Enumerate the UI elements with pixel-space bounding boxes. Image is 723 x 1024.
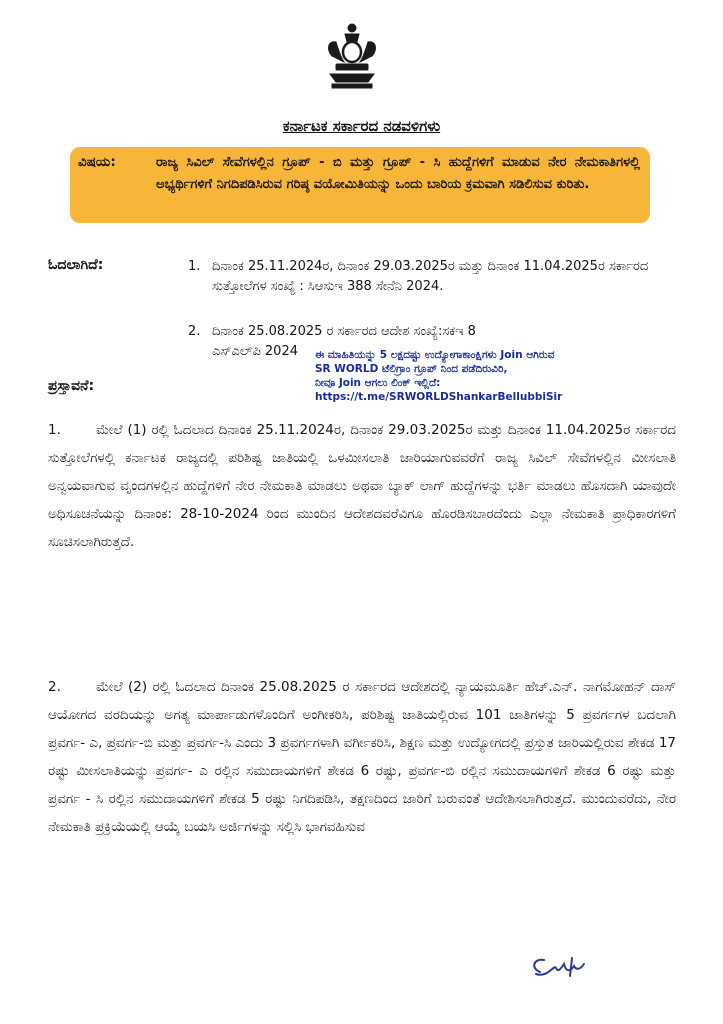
page-title: ಕರ್ನಾಟಕ ಸರ್ಕಾರದ ನಡವಳಿಗಳು [282,117,441,135]
signature-icon [526,950,606,986]
subject-text: ರಾಜ್ಯ ಸಿವಿಲ್ ಸೇವೆಗಳಲ್ಲಿನ ಗ್ರೂಪ್ - ಬಿ ಮತ್ತು ಗ್ರೂಪ್ - ಸಿ ಹುದ್ದೆಗಳಿಗೆ ಮಾಡುವ ನೇರ ನೇಮಕಾತಿಗಳಲ್ಲಿ ಅಭ್ಯರ್ಥಿಗಳಿಗೆ ನಿಗದಿಪಡಿಸಿರುವ ಗರಿಷ್ಠ ವಯೋಮಿತಿಯನ್ನು ಒಂದು ಬಾರಿಯ ಕ್ರಮವಾಗಿ ಸಡಿಲಿಸುವ ಕುರಿತು. [156,155,640,192]
paragraph [48,416,676,556]
reference-number: 1. [188,259,201,274]
reference-text: ದಿನಾಂಕ 25.11.2024ರ, ದಿನಾಂಕ 29.03.2025ರ ಮತ್ತು ದಿನಾಂಕ 11.04.2025ರ ಸರ್ಕಾರದ ಸುತ್ತೋಲೆಗಳ ಸಂಖ್ಯೆ : ಸಿಆಸುಇ 388 ಸೇನೆನಿ 2024. [212,259,649,294]
reference-item [188,257,668,317]
paragraph [48,673,676,841]
state-emblem-icon [322,22,382,90]
paragraph-number: 2. [48,679,61,695]
subject-label: ವಿಷಯ: [78,154,116,170]
reference-text: ದಿನಾಂಕ 25.08.2025 ರ ಸರ್ಕಾರದ ಆದೇಶ ಸಂಖ್ಯೆ:ಸಕಇ 8 ಎಸ್‌ಎಲ್‌ಪಿ 2024 [212,324,476,359]
promo-line: SR WORLD ಟೆಲಿಗ್ರಾಂ ಗ್ರೂಪ್ ನಿಂದ ಪಡೆದಿರುವಿರಿ, [315,363,508,375]
promo-note [315,348,655,404]
reference-number: 2. [188,324,201,339]
promo-line: ಈ ಮಾಹಿತಿಯನ್ನು 5 ಲಕ್ಷದಷ್ಟು ಉದ್ಯೋಗಾಕಾಂಕ್ಷಿಗಳು Join ಆಗಿರುವ [315,349,555,361]
paragraph-text: ಮೇಲೆ (2) ರಲ್ಲಿ ಓದಲಾದ ದಿನಾಂಕ 25.08.2025 ರ ಸರ್ಕಾರದ ಆದೇಶದಲ್ಲಿ ನ್ಯಾಯಮೂರ್ತಿ ಹೆಚ್.ಎನ್. ನಾಗಮೋಹನ್ ದಾಸ್ ಆಯೋಗದ ವರದಿಯನ್ನು ಅಗತ್ಯ ಮಾರ್ಪಾಡುಗಳೊಂದಿಗೆ ಅಂಗೀಕರಿಸಿ, ಪರಿಶಿಷ್ಟ ಜಾತಿಯಲ್ಲಿರುವ 101 ಜಾತಿಗಳನ್ನು 5 ಪ್ರವರ್ಗಗಳ ಬದಲಾಗಿ ಪ್ರವರ್ಗ- ಎ, ಪ್ರವರ್ಗ-ಬಿ ಮತ್ತು ಪ್ರವರ್ಗ-ಸಿ ಎಂದು 3 ಪ್ರವರ್ಗಗಳಾಗಿ ವರ್ಗೀಕರಿಸಿ, ಶಿಕ್ಷಣ ಮತ್ತು ಉದ್ಯೋಗದಲ್ಲಿ ಪ್ರಸ್ತುತ ಜಾರಿಯಲ್ಲಿರುವ ಶೇಕಡ 17 ರಷ್ಟು ಮೀಸಲಾತಿಯನ್ನು ಪ್ರವರ್ಗ- ಎ ರಲ್ಲಿನ ಸಮುದಾಯಗಳಿಗೆ ಶೇಕಡ 6 ರಷ್ಟು, ಪ್ರವರ್ಗ-ಬಿ ರಲ್ಲಿನ ಸಮುದಾಯಗಳಿಗೆ ಶೇಕಡ 6 ರಷ್ಟು ಮತ್ತು ಪ್ರವರ್ಗ - ಸಿ ರಲ್ಲಿನ ಸಮುದಾಯಗಳಿಗೆ ಶೇಕಡ 5 ರಷ್ಟು ನಿಗದಿಪಡಿಸಿ, ತಕ್ಷಣದಿಂದ ಜಾರಿಗೆ ಬರುವಂತೆ ಆದೇಶಿಸಲಾಗಿರುತ್ತದೆ. ಮುಂದುವರೆದು, ನೇರ ನೇಮಕಾತಿ ಪ್ರಕ್ರಿಯೆಯಲ್ಲಿ ಆಯ್ಕೆ ಬಯಸಿ ಅರ್ಜಿಗಳನ್ನು ಸಲ್ಲಿಸಿ ಭಾಗವಹಿಸುವ [48,679,676,835]
promo-line: ನೀವೂ Join ಆಗಲು ಲಿಂಕ್ ಇಲ್ಲಿದೆ: [315,377,441,389]
paragraph-text: ಮೇಲೆ (1) ರಲ್ಲಿ ಓದಲಾದ ದಿನಾಂಕ 25.11.2024ರ, ದಿನಾಂಕ 29.03.2025ರ ಮತ್ತು ದಿನಾಂಕ 11.04.2025ರ ಸರ್ಕಾರದ ಸುತ್ತೋಲೆಗಳಲ್ಲಿ ಕರ್ನಾಟಕ ರಾಜ್ಯದಲ್ಲಿ ಪರಿಶಿಷ್ಟ ಜಾತಿಯಲ್ಲಿ ಒಳಮೀಸಲಾತಿ ಜಾರಿಯಾಗುವವರೆಗೆ ರಾಜ್ಯ ಸಿವಿಲ್ ಸೇವೆಗಳಲ್ಲಿನ ಮೀಸಲಾತಿ ಅನ್ವಯವಾಗುವ ವೃಂದಗಳಲ್ಲಿನ ಹುದ್ದೆಗಳಿಗೆ ನೇರ ನೇಮಕಾತಿ ಮಾಡಲು ಅಥವಾ ಬ್ಯಾಕ್ ಲಾಗ್ ಹುದ್ದೆಗಳನ್ನು ಭರ್ತಿ ಮಾಡಲು ಹೊಸದಾಗಿ ಯಾವುದೇ ಅಧಿಸೂಚನೆಯನ್ನು ದಿನಾಂಕ: 28-10-2024 ರಿಂದ ಮುಂದಿನ ಆದೇಶದವರೆವಿಗೂ ಹೊರಡಿಸಬಾರದೆಂದು ಎಲ್ಲಾ ನೇಮಕಾತಿ ಪ್ರಾಧಿಕಾರಗಳಿಗೆ ಸೂಚಿಸಲಾಗಿರುತ್ತದೆ. [48,422,676,550]
preamble-label: ಪ್ರಸ್ತಾವನೆ: [48,378,95,394]
promo-link[interactable]: https://t.me/SRWORLDShankarBellubbiSir [315,391,563,403]
paragraph-number: 1. [48,422,61,438]
references-label: ಓದಲಾಗಿದೆ: [48,257,104,273]
